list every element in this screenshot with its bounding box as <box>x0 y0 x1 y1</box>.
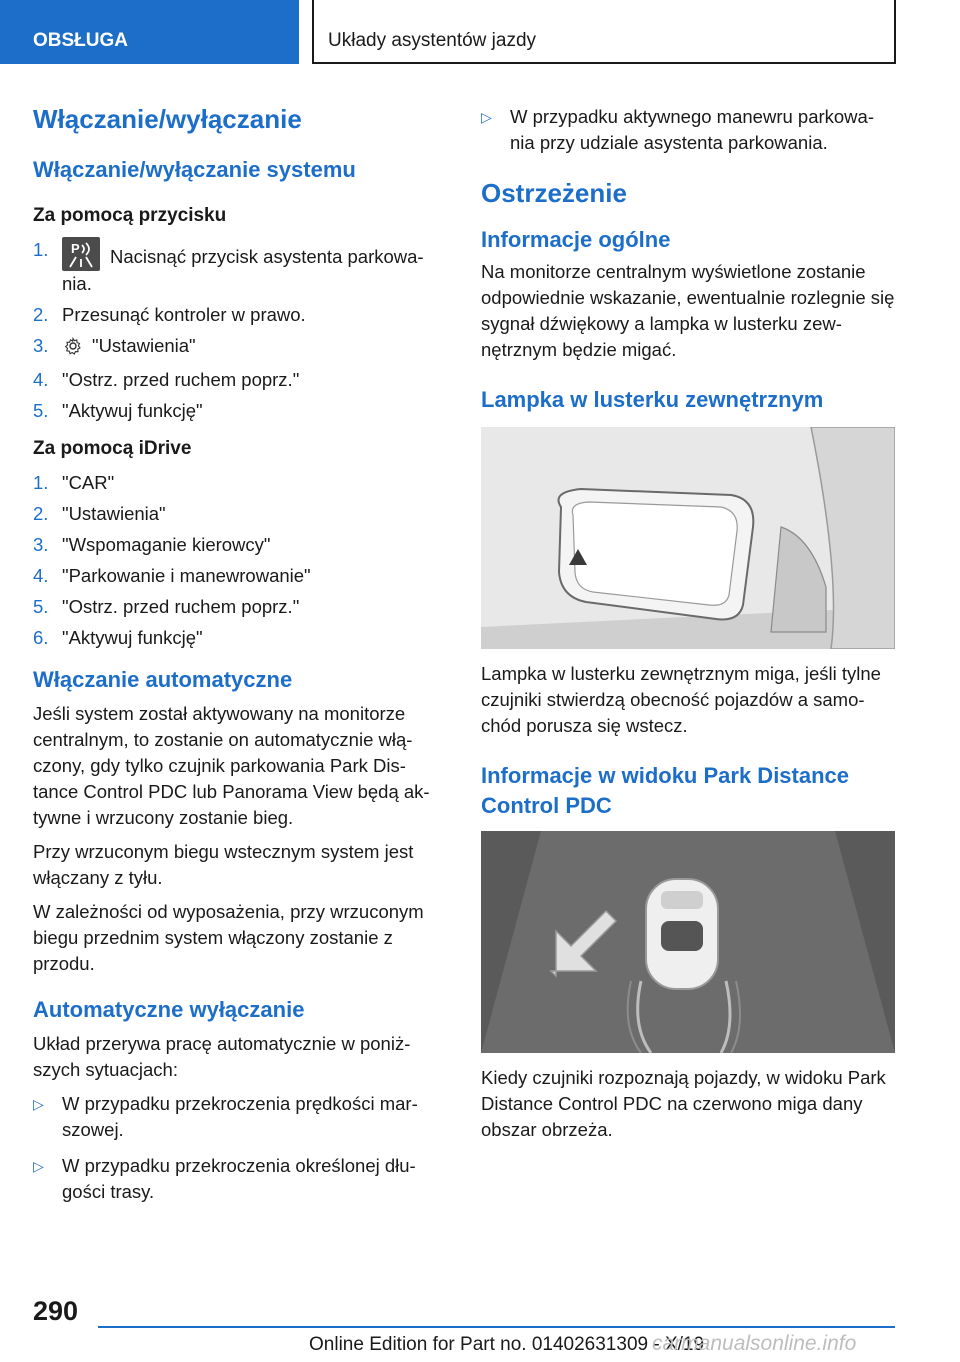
list-item <box>33 237 443 297</box>
step-number: 5. <box>33 400 49 421</box>
list-item <box>33 470 443 496</box>
bullet-text: W przypadku przekroczenia określonej dłu‐gości trasy. <box>62 1155 416 1202</box>
footer-divider <box>98 1326 895 1328</box>
triangle-bullet-icon: ▷ <box>481 109 492 125</box>
bullet-text: W przypadku przekroczenia prędkości mar‐szowej. <box>62 1093 418 1140</box>
heading-pdc-info: Informacje w widoku Park Distance Control PDC <box>481 763 850 818</box>
list-item <box>33 1091 443 1143</box>
heading-by-idrive: Za pomocą iDrive <box>33 438 192 459</box>
step-text: "Ustawienia" <box>92 335 196 356</box>
triangle-bullet-icon: ▷ <box>33 1158 44 1174</box>
list-item <box>33 367 443 393</box>
paragraph: Na monitorze centralnym wyświetlone zostanie odpowiednie wskazanie, ewentualnie rozlegnie się sygnał dźwiękowy a lampka w lusterku zew‐nętrznym będzie migać. <box>481 261 895 360</box>
header-chapter: Układy asystentów jazdy <box>312 0 896 64</box>
caption-mirror: Lampka w lusterku zewnętrznym miga, jeśli tylne czujniki stwierdzą obecność pojazdów a samo‐chód porusza się wstecz. <box>481 663 881 736</box>
page-number: 290 <box>33 1296 79 1326</box>
step-text: Przesunąć kontroler w prawo. <box>62 304 306 325</box>
paragraph: Układ przerywa pracę automatycznie w poniż‐szych sytuacjach: <box>33 1033 411 1080</box>
mirror-lamp-image <box>481 427 895 649</box>
caption-pdc: Kiedy czujniki rozpoznają pojazdy, w widoku Park Distance Control PDC na czerwono miga dany obszar obrzeża. <box>481 1067 886 1140</box>
step-text: "Wspomaganie kierowcy" <box>62 534 271 555</box>
list-item <box>33 501 443 527</box>
right-column <box>481 104 895 1151</box>
step-text: "Parkowanie i manewrowanie" <box>62 565 311 586</box>
step-number: 5. <box>33 596 49 617</box>
bullet-text: W przypadku aktywnego manewru parkowa‐nia przy udziale asystenta parkowania. <box>510 106 874 153</box>
list-item <box>481 104 895 156</box>
heading-by-button: Za pomocą przycisku <box>33 205 227 226</box>
heading-mirror-lamp: Lampka w lusterku zewnętrznym <box>481 387 824 412</box>
footer-edition: Online Edition for Part no. 01402631309 - X/19 <box>309 1334 705 1355</box>
step-number: 2. <box>33 503 49 524</box>
list-item <box>33 563 443 589</box>
step-text: "Ustawienia" <box>62 503 166 524</box>
step-text: "Ostrz. przed ruchem poprz." <box>62 596 300 617</box>
step-text: "CAR" <box>62 472 115 493</box>
idrive-steps-list <box>33 470 443 651</box>
list-item <box>33 333 443 362</box>
heading-auto-off: Automatyczne wyłączanie <box>33 997 305 1022</box>
step-number: 1. <box>33 239 49 260</box>
paragraph: Przy wrzuconym biegu wstecznym system jest włączany z tyłu. <box>33 841 414 888</box>
park-assist-button-icon <box>62 237 100 271</box>
list-item <box>33 594 443 620</box>
step-number: 1. <box>33 472 49 493</box>
step-text: "Aktywuj funkcję" <box>62 400 203 421</box>
svg-text:P: P <box>71 241 80 256</box>
step-text: "Aktywuj funkcję" <box>62 627 203 648</box>
paragraph: Jeśli system został aktywowany na monitorze centralnym, to zostanie on automatycznie włą‐czony, gdy tylko czujnik parkowania Park Dis‐tance Control PDC lub Panorama View będą ak‐tywne i wrzucony zostanie bieg. <box>33 703 430 828</box>
header-section: OBSŁUGA <box>0 0 299 64</box>
list-item <box>33 1153 443 1205</box>
step-number: 2. <box>33 304 49 325</box>
step-number: 6. <box>33 627 49 648</box>
top-bullet-list <box>481 104 895 156</box>
step-number: 3. <box>33 335 49 356</box>
list-item <box>33 302 443 328</box>
button-steps-list <box>33 237 443 424</box>
pdc-view-image <box>481 831 895 1053</box>
step-number: 4. <box>33 565 49 586</box>
watermark: carmanualsonline.info <box>652 1332 857 1355</box>
gear-icon <box>64 336 82 362</box>
paragraph: W zależności od wyposażenia, przy wrzuconym biegu przednim system włączony zostanie z przodu. <box>33 901 424 974</box>
step-text: "Ostrz. przed ruchem poprz." <box>62 369 300 390</box>
heading-general-info: Informacje ogólne <box>481 227 671 252</box>
step-text: Nacisnąć przycisk asystenta parkowa‐nia. <box>62 246 424 294</box>
heading-system-on-off: Włączanie/wyłączanie systemu <box>33 157 356 182</box>
heading-warning: Ostrzeżenie <box>481 178 627 208</box>
list-item <box>33 398 443 424</box>
list-item <box>33 532 443 558</box>
list-item <box>33 625 443 651</box>
heading-on-off: Włączanie/wyłączanie <box>33 104 302 134</box>
step-number: 3. <box>33 534 49 555</box>
triangle-bullet-icon: ▷ <box>33 1096 44 1112</box>
step-number: 4. <box>33 369 49 390</box>
auto-off-list <box>33 1091 443 1205</box>
left-column <box>33 96 443 1217</box>
heading-auto-on: Włączanie automatyczne <box>33 667 293 692</box>
